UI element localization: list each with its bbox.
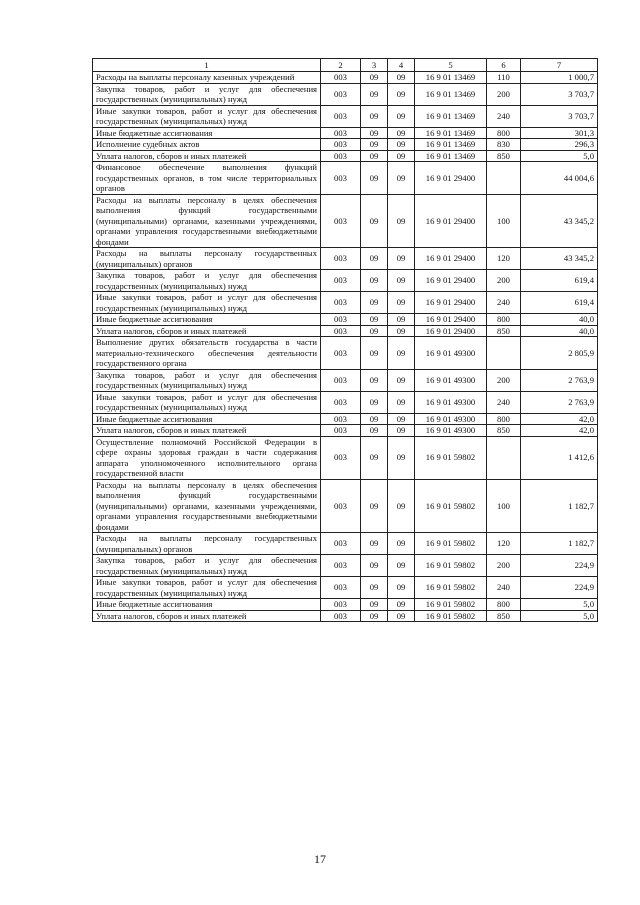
subsection-code-cell: 09	[388, 72, 415, 84]
subsection-code-cell: 09	[388, 369, 415, 391]
amount-cell: 1 182,7	[521, 533, 598, 555]
subsection-code-cell: 09	[388, 533, 415, 555]
section-code-cell: 09	[361, 610, 388, 622]
target-article-cell: 16 9 01 29400	[415, 248, 487, 270]
amount-cell: 224,9	[521, 555, 598, 577]
page-number: 17	[314, 852, 326, 866]
ministry-code-cell: 003	[321, 413, 361, 425]
column-header: 1	[93, 59, 321, 72]
budget-table	[92, 58, 598, 622]
table-row	[93, 577, 598, 599]
table-row	[93, 270, 598, 292]
subsection-code-cell: 09	[388, 599, 415, 611]
expense-name-cell: Расходы на выплаты персоналу государственных (муниципальных) органов	[93, 248, 321, 270]
expense-type-cell: 850	[487, 150, 521, 162]
amount-cell: 40,0	[521, 314, 598, 326]
ministry-code-cell: 003	[321, 369, 361, 391]
table-row	[93, 425, 598, 437]
section-code-cell: 09	[361, 150, 388, 162]
expense-name-cell: Иные закупки товаров, работ и услуг для обеспечения государственных (муниципальных) нужд	[93, 105, 321, 127]
subsection-code-cell: 09	[388, 105, 415, 127]
table-row	[93, 369, 598, 391]
expense-type-cell: 200	[487, 369, 521, 391]
table-row	[93, 610, 598, 622]
subsection-code-cell: 09	[388, 577, 415, 599]
subsection-code-cell: 09	[388, 314, 415, 326]
table-row	[93, 337, 598, 370]
expense-type-cell: 240	[487, 292, 521, 314]
ministry-code-cell: 003	[321, 194, 361, 248]
expense-type-cell: 240	[487, 577, 521, 599]
subsection-code-cell: 09	[388, 436, 415, 479]
amount-cell: 1 412,6	[521, 436, 598, 479]
target-article-cell: 16 9 01 49300	[415, 369, 487, 391]
subsection-code-cell: 09	[388, 139, 415, 151]
subsection-code-cell: 09	[388, 479, 415, 533]
ministry-code-cell: 003	[321, 577, 361, 599]
table-row	[93, 83, 598, 105]
expense-name-cell: Осуществление полномочий Российской Федерации в сфере охраны здоровья граждан в части содержания аппарата уполномоченного исполнительного органа государственной власти	[93, 436, 321, 479]
column-header: 3	[361, 59, 388, 72]
section-code-cell: 09	[361, 555, 388, 577]
expense-name-cell: Уплата налогов, сборов и иных платежей	[93, 610, 321, 622]
table-row	[93, 479, 598, 533]
amount-cell: 42,0	[521, 413, 598, 425]
ministry-code-cell: 003	[321, 314, 361, 326]
section-code-cell: 09	[361, 292, 388, 314]
amount-cell: 42,0	[521, 425, 598, 437]
section-code-cell: 09	[361, 194, 388, 248]
amount-cell: 296,3	[521, 139, 598, 151]
expense-name-cell: Иные бюджетные ассигнования	[93, 314, 321, 326]
target-article-cell: 16 9 01 59802	[415, 577, 487, 599]
expense-type-cell: 240	[487, 105, 521, 127]
table-row	[93, 194, 598, 248]
amount-cell: 44 004,6	[521, 162, 598, 195]
expense-name-cell: Иные бюджетные ассигнования	[93, 127, 321, 139]
section-code-cell: 09	[361, 413, 388, 425]
section-code-cell: 09	[361, 127, 388, 139]
section-code-cell: 09	[361, 314, 388, 326]
ministry-code-cell: 003	[321, 479, 361, 533]
expense-name-cell: Расходы на выплаты персоналу казенных учреждений	[93, 72, 321, 84]
expense-type-cell: 800	[487, 127, 521, 139]
subsection-code-cell: 09	[388, 248, 415, 270]
table-row	[93, 413, 598, 425]
expense-type-cell: 850	[487, 425, 521, 437]
amount-cell: 619,4	[521, 270, 598, 292]
target-article-cell: 16 9 01 49300	[415, 391, 487, 413]
target-article-cell: 16 9 01 29400	[415, 162, 487, 195]
target-article-cell: 16 9 01 29400	[415, 270, 487, 292]
expense-type-cell: 200	[487, 270, 521, 292]
expense-type-cell: 830	[487, 139, 521, 151]
expense-type-cell	[487, 436, 521, 479]
ministry-code-cell: 003	[321, 436, 361, 479]
ministry-code-cell: 003	[321, 139, 361, 151]
ministry-code-cell: 003	[321, 248, 361, 270]
table-row	[93, 139, 598, 151]
ministry-code-cell: 003	[321, 599, 361, 611]
column-header: 6	[487, 59, 521, 72]
expense-name-cell: Иные закупки товаров, работ и услуг для обеспечения государственных (муниципальных) нужд	[93, 391, 321, 413]
amount-cell: 3 703,7	[521, 105, 598, 127]
amount-cell: 5,0	[521, 610, 598, 622]
target-article-cell: 16 9 01 29400	[415, 292, 487, 314]
amount-cell: 619,4	[521, 292, 598, 314]
ministry-code-cell: 003	[321, 555, 361, 577]
target-article-cell: 16 9 01 59802	[415, 599, 487, 611]
ministry-code-cell: 003	[321, 72, 361, 84]
ministry-code-cell: 003	[321, 391, 361, 413]
amount-cell: 1 000,7	[521, 72, 598, 84]
subsection-code-cell: 09	[388, 292, 415, 314]
expense-type-cell: 110	[487, 72, 521, 84]
table-header-row	[93, 59, 598, 72]
column-header: 5	[415, 59, 487, 72]
amount-cell: 5,0	[521, 150, 598, 162]
expense-name-cell: Иные закупки товаров, работ и услуг для обеспечения государственных (муниципальных) нужд	[93, 577, 321, 599]
table-row	[93, 599, 598, 611]
target-article-cell: 16 9 01 29400	[415, 325, 487, 337]
subsection-code-cell: 09	[388, 325, 415, 337]
section-code-cell: 09	[361, 105, 388, 127]
expense-name-cell: Расходы на выплаты персоналу в целях обеспечения выполнения функций государственными (муниципальными) органами, казенными учреждениями, органами управления государственными внебюджетными фондами	[93, 194, 321, 248]
section-code-cell: 09	[361, 162, 388, 195]
section-code-cell: 09	[361, 436, 388, 479]
expense-name-cell: Уплата налогов, сборов и иных платежей	[93, 425, 321, 437]
target-article-cell: 16 9 01 13469	[415, 105, 487, 127]
section-code-cell: 09	[361, 248, 388, 270]
expense-name-cell: Закупка товаров, работ и услуг для обеспечения государственных (муниципальных) нужд	[93, 369, 321, 391]
target-article-cell: 16 9 01 29400	[415, 194, 487, 248]
expense-name-cell: Иные бюджетные ассигнования	[93, 413, 321, 425]
ministry-code-cell: 003	[321, 610, 361, 622]
ministry-code-cell: 003	[321, 105, 361, 127]
ministry-code-cell: 003	[321, 325, 361, 337]
expense-name-cell: Уплата налогов, сборов и иных платежей	[93, 325, 321, 337]
table-row	[93, 162, 598, 195]
amount-cell: 43 345,2	[521, 248, 598, 270]
target-article-cell: 16 9 01 59802	[415, 533, 487, 555]
expense-name-cell: Выполнение других обязательств государства в части материально-технического обеспечения деятельности государственного органа	[93, 337, 321, 370]
subsection-code-cell: 09	[388, 555, 415, 577]
target-article-cell: 16 9 01 29400	[415, 314, 487, 326]
ministry-code-cell: 003	[321, 337, 361, 370]
expense-name-cell: Иные закупки товаров, работ и услуг для обеспечения государственных (муниципальных) нужд	[93, 292, 321, 314]
section-code-cell: 09	[361, 425, 388, 437]
subsection-code-cell: 09	[388, 162, 415, 195]
column-header: 7	[521, 59, 598, 72]
amount-cell: 3 703,7	[521, 83, 598, 105]
expense-type-cell: 240	[487, 391, 521, 413]
section-code-cell: 09	[361, 72, 388, 84]
table-row	[93, 555, 598, 577]
subsection-code-cell: 09	[388, 194, 415, 248]
amount-cell: 2 805,9	[521, 337, 598, 370]
column-header: 4	[388, 59, 415, 72]
target-article-cell: 16 9 01 49300	[415, 413, 487, 425]
section-code-cell: 09	[361, 270, 388, 292]
ministry-code-cell: 003	[321, 270, 361, 292]
table-row	[93, 292, 598, 314]
section-code-cell: 09	[361, 479, 388, 533]
subsection-code-cell: 09	[388, 83, 415, 105]
section-code-cell: 09	[361, 533, 388, 555]
expense-name-cell: Закупка товаров, работ и услуг для обеспечения государственных (муниципальных) нужд	[93, 83, 321, 105]
expense-name-cell: Расходы на выплаты персоналу в целях обеспечения выполнения функций государственными (муниципальными) органами, казенными учреждениями, органами управления государственными внебюджетными фондами	[93, 479, 321, 533]
table-row	[93, 72, 598, 84]
target-article-cell: 16 9 01 13469	[415, 127, 487, 139]
table-row	[93, 105, 598, 127]
target-article-cell: 16 9 01 13469	[415, 150, 487, 162]
expense-type-cell	[487, 337, 521, 370]
expense-type-cell: 100	[487, 479, 521, 533]
table-row	[93, 127, 598, 139]
subsection-code-cell: 09	[388, 127, 415, 139]
amount-cell: 2 763,9	[521, 369, 598, 391]
subsection-code-cell: 09	[388, 413, 415, 425]
subsection-code-cell: 09	[388, 391, 415, 413]
section-code-cell: 09	[361, 599, 388, 611]
subsection-code-cell: 09	[388, 610, 415, 622]
expense-name-cell: Иные бюджетные ассигнования	[93, 599, 321, 611]
expense-type-cell: 200	[487, 83, 521, 105]
expense-type-cell: 200	[487, 555, 521, 577]
expense-type-cell: 800	[487, 314, 521, 326]
ministry-code-cell: 003	[321, 127, 361, 139]
expense-name-cell: Уплата налогов, сборов и иных платежей	[93, 150, 321, 162]
amount-cell: 40,0	[521, 325, 598, 337]
expense-type-cell: 850	[487, 325, 521, 337]
ministry-code-cell: 003	[321, 83, 361, 105]
column-header: 2	[321, 59, 361, 72]
expense-type-cell: 120	[487, 533, 521, 555]
table-row	[93, 391, 598, 413]
table-row	[93, 150, 598, 162]
table-row	[93, 325, 598, 337]
target-article-cell: 16 9 01 59802	[415, 610, 487, 622]
target-article-cell: 16 9 01 13469	[415, 72, 487, 84]
amount-cell: 224,9	[521, 577, 598, 599]
expense-type-cell: 800	[487, 599, 521, 611]
table-row	[93, 436, 598, 479]
expense-type-cell: 100	[487, 194, 521, 248]
target-article-cell: 16 9 01 13469	[415, 83, 487, 105]
expense-type-cell: 120	[487, 248, 521, 270]
expense-name-cell: Закупка товаров, работ и услуг для обеспечения государственных (муниципальных) нужд	[93, 270, 321, 292]
target-article-cell: 16 9 01 59802	[415, 436, 487, 479]
ministry-code-cell: 003	[321, 425, 361, 437]
table-row	[93, 314, 598, 326]
expense-name-cell: Закупка товаров, работ и услуг для обеспечения государственных (муниципальных) нужд	[93, 555, 321, 577]
target-article-cell: 16 9 01 13469	[415, 139, 487, 151]
section-code-cell: 09	[361, 369, 388, 391]
amount-cell: 43 345,2	[521, 194, 598, 248]
subsection-code-cell: 09	[388, 425, 415, 437]
expense-name-cell: Финансовое обеспечение выполнения функций государственных органов, в том числе территориальных органов	[93, 162, 321, 195]
section-code-cell: 09	[361, 577, 388, 599]
expense-type-cell: 800	[487, 413, 521, 425]
section-code-cell: 09	[361, 391, 388, 413]
target-article-cell: 16 9 01 49300	[415, 425, 487, 437]
target-article-cell: 16 9 01 59802	[415, 555, 487, 577]
subsection-code-cell: 09	[388, 270, 415, 292]
table-row	[93, 533, 598, 555]
target-article-cell: 16 9 01 49300	[415, 337, 487, 370]
amount-cell: 1 182,7	[521, 479, 598, 533]
amount-cell: 5,0	[521, 599, 598, 611]
section-code-cell: 09	[361, 325, 388, 337]
target-article-cell: 16 9 01 59802	[415, 479, 487, 533]
expense-type-cell: 850	[487, 610, 521, 622]
subsection-code-cell: 09	[388, 150, 415, 162]
section-code-cell: 09	[361, 83, 388, 105]
expense-name-cell: Исполнение судебных актов	[93, 139, 321, 151]
amount-cell: 301,3	[521, 127, 598, 139]
ministry-code-cell: 003	[321, 162, 361, 195]
expense-type-cell	[487, 162, 521, 195]
subsection-code-cell: 09	[388, 337, 415, 370]
section-code-cell: 09	[361, 337, 388, 370]
ministry-code-cell: 003	[321, 150, 361, 162]
table-body	[93, 72, 598, 622]
ministry-code-cell: 003	[321, 533, 361, 555]
table-row	[93, 248, 598, 270]
ministry-code-cell: 003	[321, 292, 361, 314]
expense-name-cell: Расходы на выплаты персоналу государственных (муниципальных) органов	[93, 533, 321, 555]
section-code-cell: 09	[361, 139, 388, 151]
amount-cell: 2 763,9	[521, 391, 598, 413]
